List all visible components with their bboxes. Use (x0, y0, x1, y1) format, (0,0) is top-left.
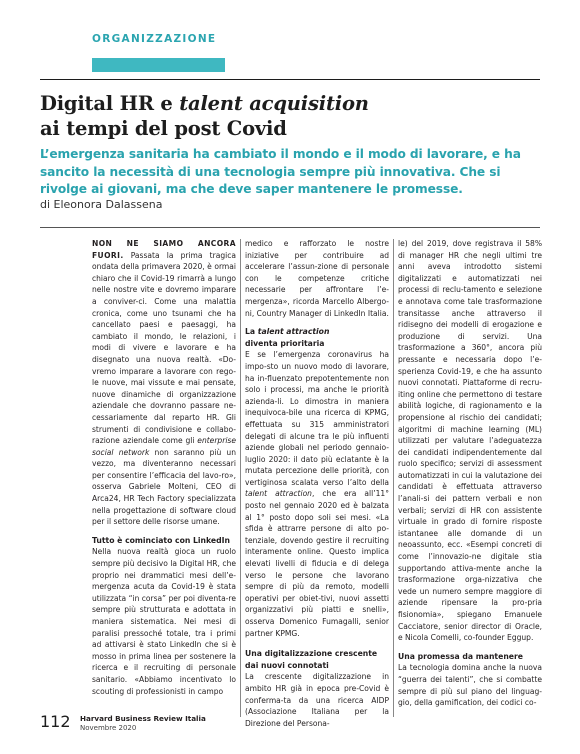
paragraph-text: non saranno più un vezzo, ma diventeranno necessari per consentire l’efficacia del lavo-ro», osserva Gabriele Molteni, CEO di Arca24, HR Tech Factory specializzata nella progettazione di software cloud per il settore delle risorse umane. (92, 447, 236, 527)
byline: di Eleonora Dalassena (40, 198, 163, 211)
text-column-3 (398, 238, 542, 709)
subheading-text: La (245, 327, 258, 337)
subheading: Una digitalizzazione crescente dai nuovi connotati (245, 649, 378, 670)
paragraph: La crescente digitalizzazione in ambito HR già in epoca pre-Covid è conferma-ta da una ricerca AIDP (Associazione Italiana per la Direzione del Persona- (245, 672, 389, 728)
subheading: Una promessa da mantenere (398, 651, 524, 661)
issue-date: Novembre 2020 (80, 724, 137, 732)
italic-term: enterprise social network (92, 436, 236, 457)
header-rule (40, 79, 540, 80)
article-deck: L’emergenza sanitaria ha cambiato il mondo e il modo di lavorare, e ha sancito la necessità di una tecnologia sempre più innovativa. Che si rivolge ai giovani, ma che deve saper mantenere le promesse. (40, 147, 521, 196)
section-label: ORGANIZZAZIONE (92, 33, 217, 45)
byline-rule (40, 227, 540, 228)
lead-in: NON NE SIAMO ANCORA FUORI. (92, 239, 236, 260)
paragraph-text: , che era all’11° posto nel gennaio 2020 ed è balzata al 1° posto dopo soli sei mesi. «La sfida è attrarre persone di alto po-tenziale, dovendo gestire il recruiting interamente online. Questo implica elevati livelli di fiducia e di delega verso le persone che lavorano sempre di più da remoto, modelli operativi per obiet-tivi, nuovi assetti organizzativi più piatti e snelli», osserva Domenico Fumagalli, senior partner KPMG. (245, 489, 390, 638)
paragraph-text: E se l’emergenza coronavirus ha impo-sto un nuovo modo di lavorare, ha in-fluenzato prepotentemente non solo i processi, ma anche le priorità azienda-li. Lo dimostra in maniera inequivoca-bile una ricerca di KPMG, effettuata su 315 amministratori delegati di alcune tra le più influenti aziende globali nel periodo gennaio-luglio 2020: il dato più eclatante è la mutata percezione delle priorità, con vertiginosa scalata verso l’alto della (245, 350, 389, 487)
paragraph (245, 349, 389, 639)
text-column-1 (92, 238, 236, 697)
publication-name: Harvard Business Review Italia (80, 714, 206, 723)
subheading-text: diventa prioritaria (245, 338, 325, 348)
column-divider (393, 239, 394, 717)
subheading (245, 326, 389, 349)
headline-part1: Digital HR e (40, 92, 180, 115)
paragraph: le) del 2019, dove registrava il 58% di manager HR che negli ultimi tre anni aveva introdotto sistemi digitalizzati e automatizzati nei processi di reclu-tamento e selezione e annotava come tale trasformazione transitasse anche attraverso il ridisegno dei modelli di erogazione e produzione di servizi. Una trasformazione a 360°, ancora più pressante e necessaria dopo l’e-sperienza Covid-19, e che ha assunto nuovi connotati. Piattaforme di recru-iting online che permettono di testare abilità logiche, di ragionamento e la propensione al rischio dei candidati; algoritmi di machine learning (ML) utilizzati per valutare l’adeguatezza dei candidati indipendentemente dal ruolo specifico; servizi di assessment automatizzati in cui la valutazione dei candidati è effettuata attraverso l’anali-si dei pattern verbali e non verbali; servizi di HR con assistente virtuale in grado di fornire risposte istantanee alle domande di un neoassunto, ecc. «Esempi concreti di come l’innovazio-ne digitale stia supportando attiva-mente anche la trasformazione orga-nizzativa che vede un numero sempre maggiore di aziende ripensare la pro-pria fisionomia», spiegano Emanuele Cacciatore, senior director di Oracle, e Nicola Comelli, co-founder Eggup. (398, 239, 542, 643)
article-headline (40, 91, 540, 141)
paragraph (92, 238, 236, 528)
italic-term: talent attraction (245, 489, 312, 499)
subheading: Tutto è cominciato con LinkedIn (92, 535, 230, 545)
headline-part3: ai tempi del post Covid (40, 117, 287, 140)
subheading-italic: talent attraction (257, 327, 330, 337)
column-divider (240, 239, 241, 717)
page-number: 112 (40, 712, 71, 731)
paragraph: La tecnologia domina anche la nuova “guerra dei talenti”, che si combatte sempre di più sul piano del linguag-gio, della gamification, dei codici co- (398, 663, 542, 708)
paragraph: Nella nuova realtà gioca un ruolo sempre più decisivo la Digital HR, che proprio nei drammatici mesi dell’e-mergenza acuta da Covid-19 è stata utilizzata “in corsa” per poi diventa-re sempre più strutturata e adottata in maniera sistematica. Nei mesi di paralisi pressoché totale, tra i primi ad attivarsi è stato LinkedIn che si è mosso in prima linea per sostenere la ricerca e il recruiting di personale sanitario. «Abbiamo incentivato lo scouting di professionisti in campo (92, 547, 236, 696)
paragraph-text: Passata la prima tragica ondata della primavera 2020, è ormai chiaro che il Covid-19 rimarrà a lungo nelle nostre vite e dovremo imparare a conviver-ci. Come una malattia cronica, come uno tsunami che ha cancellato paesi e paesaggi, ha cambiato il mondo, le relazioni, i modi di vivere e lavorare e ha disegnato una nuova realtà. «Do-vremo imparare a lavorare con rego-le nuove, mai vissute e mai pensate, nuove dinamiche di organizzazione aziendale che dovranno passare ne-cessariamente dal reparto HR. Gli strumenti di condivisione e collabo-razione aziendale come gli (92, 250, 236, 446)
text-column-2 (245, 238, 389, 729)
section-tag (92, 32, 225, 72)
headline-italic: talent acquisition (179, 92, 369, 115)
paragraph: medico e rafforzato le nostre iniziative per contribuire ad accelerare l’assun-zione di personale con le competenze critiche necessarie per affrontare l’e-mergenza», ricorda Marcello Albergo-ni, Country Manager di LinkedIn Italia. (245, 239, 389, 318)
